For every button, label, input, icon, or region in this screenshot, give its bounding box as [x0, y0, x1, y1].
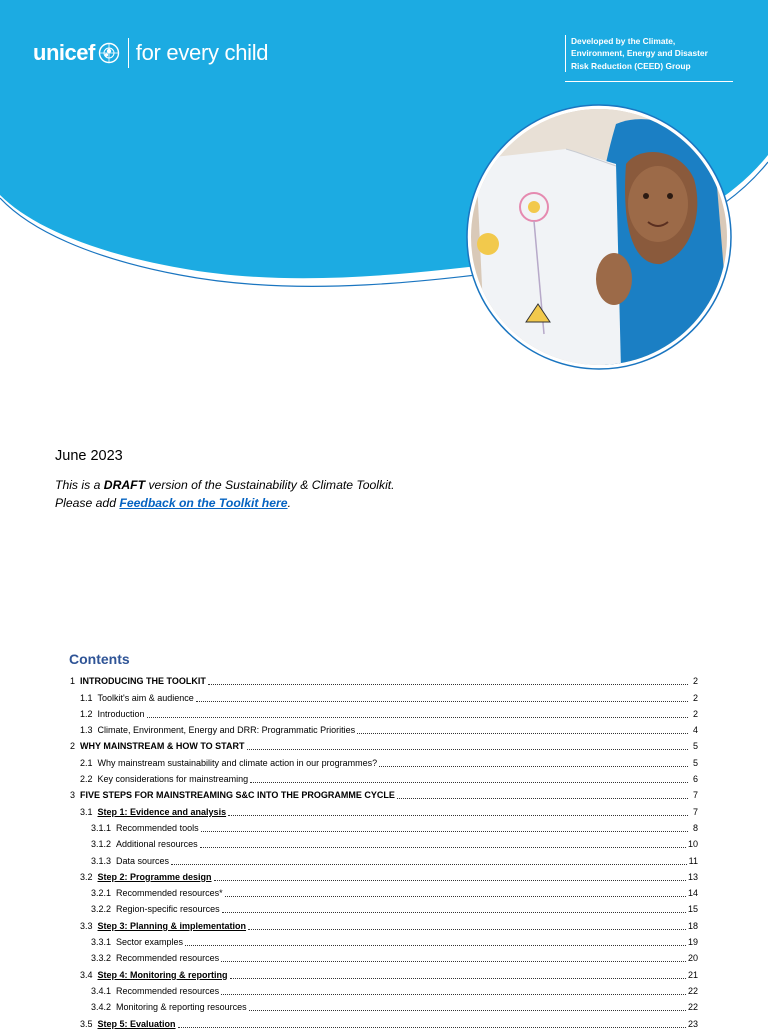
draft-notice — [55, 476, 395, 512]
toc-entry-number: 3.1.1 — [91, 822, 112, 833]
toc-entry[interactable] — [70, 850, 698, 866]
toc-dot-leader — [225, 896, 686, 897]
toc-entry-number: 3.5 — [80, 1018, 93, 1029]
toc-entry-label[interactable]: WHY MAINSTREAM & HOW TO START — [80, 741, 245, 752]
toc-dot-leader — [397, 798, 688, 799]
contents-title: Contents — [69, 651, 130, 667]
toc-entry-number: 2 — [70, 741, 76, 752]
toc-entry-label[interactable]: Recommended tools — [116, 822, 199, 833]
feedback-line — [55, 494, 395, 512]
toc-entry[interactable] — [70, 818, 698, 834]
toc-entry[interactable] — [70, 671, 698, 687]
toc-entry[interactable] — [70, 720, 698, 736]
developer-line: Risk Reduction (CEED) Group — [571, 60, 691, 71]
toc-entry-page: 6 — [692, 774, 698, 785]
toc-entry-number: 3.2.2 — [91, 904, 112, 915]
toc-entry-number: 3.2.1 — [91, 888, 112, 899]
toc-entry-page: 19 — [687, 937, 698, 948]
toc-entry-number: 3.2 — [80, 871, 93, 882]
feedback-prefix: Please add — [55, 496, 120, 510]
toc-dot-leader — [230, 978, 686, 979]
toc-entry[interactable] — [70, 867, 698, 883]
toc-entry-label[interactable]: Monitoring & reporting resources — [116, 1002, 247, 1013]
toc-entry-page: 2 — [692, 692, 698, 703]
toc-entry-page: 23 — [687, 1018, 698, 1029]
toc-entry-page: 11 — [688, 855, 698, 866]
toc-dot-leader — [228, 815, 688, 816]
toc-entry-page: 13 — [687, 871, 698, 882]
toc-entry-number: 3.3 — [80, 920, 93, 931]
toc-entry[interactable] — [70, 964, 698, 980]
logo-wordmark: unicef — [33, 40, 95, 65]
toc-dot-leader — [250, 782, 688, 783]
toc-entry-number: 3.3.1 — [91, 937, 112, 948]
toc-entry-number: 2.1 — [80, 757, 93, 768]
toc-entry[interactable] — [70, 883, 698, 899]
toc-dot-leader — [221, 961, 686, 962]
toc-entry[interactable] — [70, 932, 698, 948]
toc-dot-leader — [171, 864, 687, 865]
toc-entry-number: 3.3.2 — [91, 953, 112, 964]
toc-entry-page: 5 — [692, 757, 698, 768]
toc-dot-leader — [249, 1010, 686, 1011]
toc-entry-label[interactable]: Additional resources — [116, 839, 198, 850]
toc-entry-label[interactable]: Key considerations for mainstreaming — [97, 774, 249, 785]
table-of-contents — [70, 671, 698, 1030]
toc-entry-number: 3.1.3 — [91, 855, 112, 866]
toc-entry[interactable] — [70, 1013, 698, 1029]
toc-entry-label[interactable]: FIVE STEPS FOR MAINSTREAMING S&C INTO THE PROGRAMME CYCLE — [80, 790, 395, 801]
toc-entry[interactable] — [70, 785, 698, 801]
toc-entry-number: 3.1.2 — [91, 839, 112, 850]
toc-dot-leader — [248, 929, 686, 930]
toc-entry-page: 8 — [692, 822, 698, 833]
toc-entry-label[interactable]: Region-specific resources — [116, 904, 220, 915]
toc-entry[interactable] — [70, 687, 698, 703]
cover-photo — [466, 104, 732, 370]
toc-entry-label[interactable]: Step 4: Monitoring & reporting — [97, 969, 228, 980]
toc-entry-label[interactable]: Recommended resources* — [116, 888, 223, 899]
toc-entry[interactable] — [70, 915, 698, 931]
toc-entry-number: 2.2 — [80, 774, 93, 785]
toc-entry-page: 22 — [687, 1002, 698, 1013]
toc-entry-page: 20 — [687, 953, 698, 964]
document-date: June 2023 — [55, 448, 123, 464]
toc-entry-number: 1 — [70, 676, 76, 687]
toc-entry-page: 22 — [687, 985, 698, 996]
draft-rest: version of the Sustainability & Climate Toolkit. — [145, 478, 395, 492]
toc-dot-leader — [200, 847, 686, 848]
toc-entry-label[interactable]: Why mainstream sustainability and climate action in our programmes? — [97, 757, 378, 768]
toc-entry-page: 10 — [687, 839, 698, 850]
toc-entry-label[interactable]: Data sources — [116, 855, 170, 866]
toc-entry-page: 4 — [692, 725, 698, 736]
toc-entry-page: 2 — [692, 708, 698, 719]
toc-entry-label[interactable]: Step 5: Evaluation — [97, 1018, 176, 1029]
developer-line: Environment, Energy and Disaster — [571, 48, 708, 59]
toc-dot-leader — [196, 701, 688, 702]
toc-entry[interactable] — [70, 752, 698, 768]
toc-entry-page: 18 — [687, 920, 698, 931]
developer-credit — [565, 35, 741, 72]
toc-dot-leader — [222, 912, 686, 913]
toc-dot-leader — [147, 717, 688, 718]
toc-entry-number: 3.4.1 — [91, 985, 112, 996]
feedback-suffix: . — [287, 496, 291, 510]
toc-entry[interactable] — [70, 899, 698, 915]
toc-entry-label[interactable]: Step 1: Evidence and analysis — [97, 806, 227, 817]
toc-entry-page: 7 — [692, 806, 698, 817]
toc-entry[interactable] — [70, 981, 698, 997]
toc-entry-page: 14 — [687, 888, 698, 899]
toc-entry-page: 7 — [692, 790, 698, 801]
toc-dot-leader — [357, 733, 688, 734]
toc-entry[interactable] — [70, 948, 698, 964]
toc-entry-label[interactable]: INTRODUCING THE TOOLKIT — [80, 676, 206, 687]
toc-entry[interactable] — [70, 704, 698, 720]
toc-entry-number: 1.1 — [80, 692, 93, 703]
draft-intro: This is a — [55, 478, 104, 492]
toc-entry[interactable] — [70, 769, 698, 785]
toc-entry-number: 3.1 — [80, 806, 93, 817]
toc-dot-leader — [208, 684, 688, 685]
logo-divider — [128, 38, 129, 68]
toc-entry-page: 2 — [692, 676, 698, 687]
toc-dot-leader — [178, 1027, 686, 1028]
toc-entry-label[interactable]: Step 2: Programme design — [97, 871, 212, 882]
toc-entry-label[interactable]: Step 3: Planning & implementation — [97, 920, 247, 931]
toc-entry[interactable] — [70, 736, 698, 752]
toc-dot-leader — [247, 749, 688, 750]
toc-entry-number: 1.2 — [80, 708, 93, 719]
toc-dot-leader — [185, 945, 686, 946]
toc-entry-number: 3.4 — [80, 969, 93, 980]
developer-line: Developed by the Climate, — [571, 36, 676, 46]
feedback-link[interactable]: Feedback on the Toolkit here — [119, 496, 288, 510]
toc-entry[interactable] — [70, 997, 698, 1013]
toc-dot-leader — [201, 831, 688, 832]
unicef-emblem-icon — [98, 42, 120, 64]
toc-entry-label[interactable]: Recommended resources — [116, 953, 220, 964]
toc-entry-page: 15 — [687, 904, 698, 915]
toc-entry-label[interactable]: Introduction — [97, 708, 145, 719]
logo-tagline: for every child — [135, 40, 269, 65]
toc-dot-leader — [379, 766, 688, 767]
toc-entry-number: 1.3 — [80, 725, 93, 736]
toc-entry-label[interactable]: Sector examples — [116, 937, 184, 948]
toc-dot-leader — [214, 880, 686, 881]
unicef-logo[interactable] — [33, 36, 268, 70]
draft-word: DRAFT — [103, 478, 146, 492]
toc-dot-leader — [221, 994, 686, 995]
toc-entry-number: 3.4.2 — [91, 1002, 112, 1013]
toc-entry-label[interactable]: Climate, Environment, Energy and DRR: Programmatic Priorities — [97, 725, 356, 736]
draft-line — [55, 476, 395, 494]
toc-entry[interactable] — [70, 834, 698, 850]
toc-entry[interactable] — [70, 801, 698, 817]
toc-entry-page: 5 — [692, 741, 698, 752]
developer-underline — [565, 81, 733, 82]
toc-entry-page: 21 — [687, 969, 698, 980]
toc-entry-number: 3 — [70, 790, 76, 801]
toc-entry-label[interactable]: Toolkit's aim & audience — [97, 692, 194, 703]
toc-entry-label[interactable]: Recommended resources — [116, 985, 220, 996]
